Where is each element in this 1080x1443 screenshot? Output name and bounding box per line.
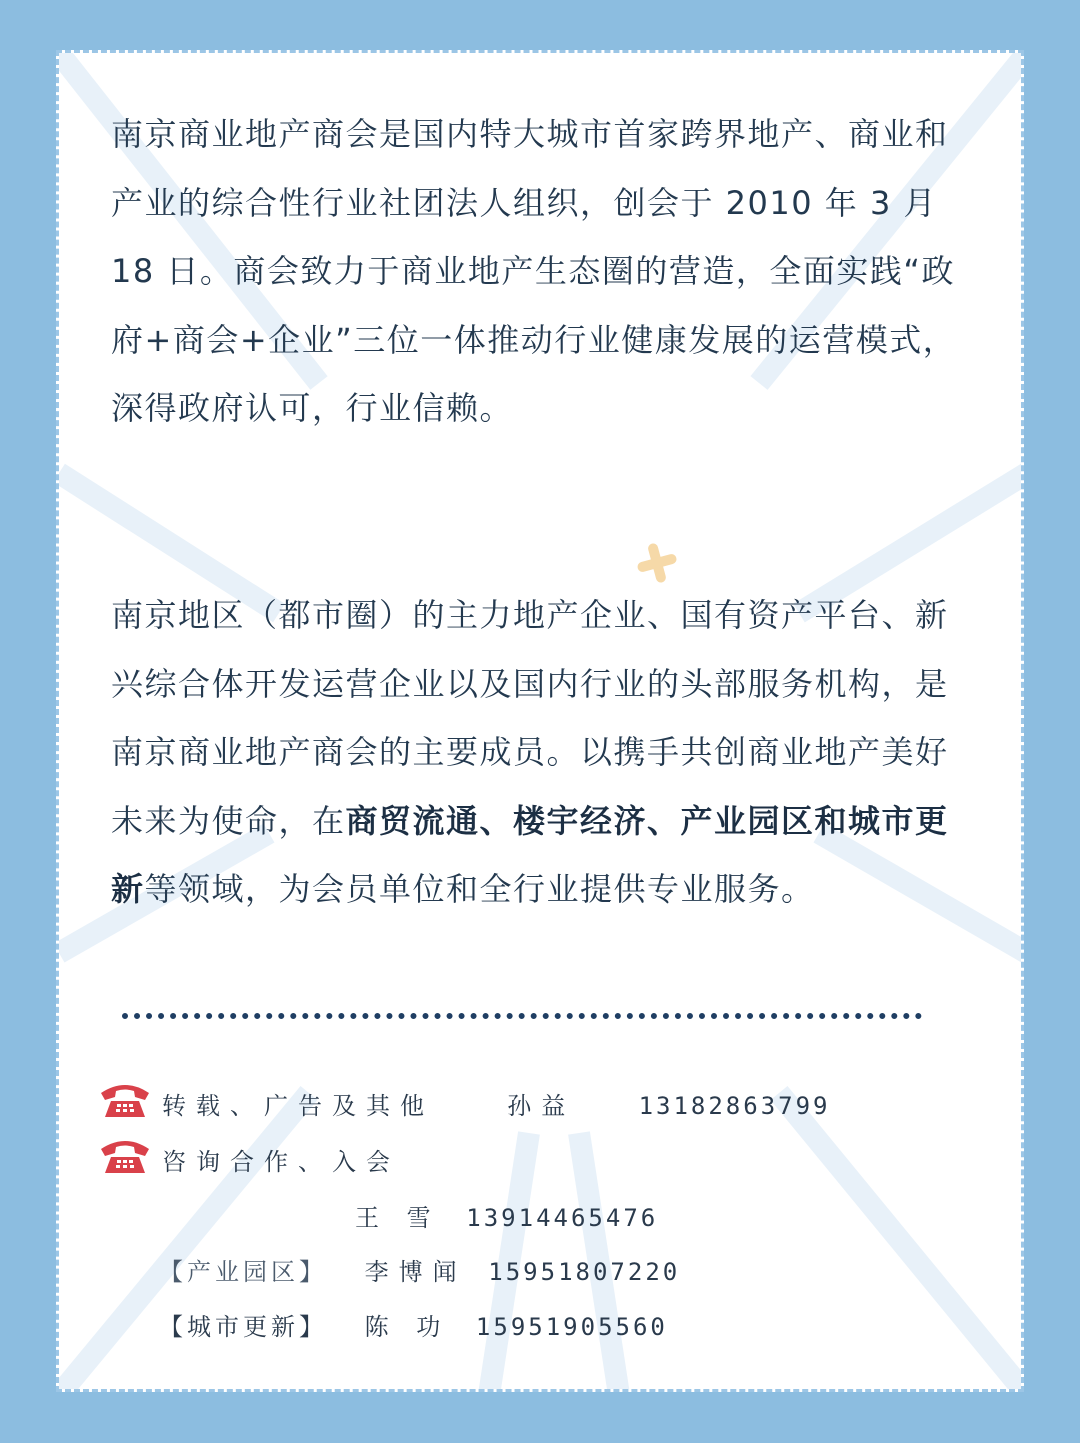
members-text-bold: 商贸流通、楼宇经济、产业园区和城市更新 bbox=[111, 801, 949, 908]
telephone-icon bbox=[99, 1081, 151, 1119]
contact-row-chen bbox=[159, 1307, 668, 1342]
contact-name-wang: 王 雪 bbox=[355, 1204, 441, 1232]
contact-phone-li: 15951807220 bbox=[488, 1258, 681, 1286]
intro-paragraph: 南京商业地产商会是国内特大城市首家跨界地产、商业和产业的综合性行业社团法人组织，创会于 2010 年 3 月 18 日。商会致力于商业地产生态圈的营造，全面实践“政府+商会+企业”三位一体推动行业健康发展的运营模式，深得政府认可，行业信赖。 bbox=[111, 115, 957, 427]
contact-row-ads bbox=[162, 1086, 831, 1121]
dotted-divider bbox=[122, 1013, 922, 1019]
contact-label-ads: 转载、广告及其他 bbox=[162, 1092, 434, 1120]
members-text-before: 南京地区（都市圈）的主力地产企业、国有资产平台、新兴综合体开发运营企业以及国内行业的头部服务机构，是南京商业地产商会的主要成员。以携手共创商业地产美好未来为使命，在 bbox=[111, 596, 949, 840]
contact-row-wang bbox=[355, 1198, 658, 1233]
members-paragraph bbox=[111, 581, 981, 924]
contact-phone-wang: 13914465476 bbox=[466, 1204, 659, 1232]
contact-name-chen: 陈 功 bbox=[364, 1313, 451, 1341]
contact-row-join bbox=[162, 1142, 400, 1177]
cross-decoration-icon bbox=[635, 541, 679, 585]
contact-name-sun: 孙益 bbox=[507, 1092, 576, 1120]
content-card bbox=[56, 50, 1024, 1392]
contact-phone-chen: 15951905560 bbox=[475, 1313, 668, 1341]
contact-name-li: 李博闻 bbox=[364, 1258, 467, 1286]
contact-phone-sun: 13182863799 bbox=[638, 1092, 831, 1120]
members-text-after: 等领域，为会员单位和全行业提供专业服务。 bbox=[144, 870, 815, 908]
contact-label-join: 咨询合作、入会 bbox=[162, 1148, 400, 1176]
contact-row-li bbox=[159, 1252, 680, 1287]
telephone-icon bbox=[99, 1137, 151, 1175]
contact-tag-urban: 【城市更新】 bbox=[159, 1313, 327, 1341]
contact-tag-industrial: 【产业园区】 bbox=[159, 1258, 327, 1286]
